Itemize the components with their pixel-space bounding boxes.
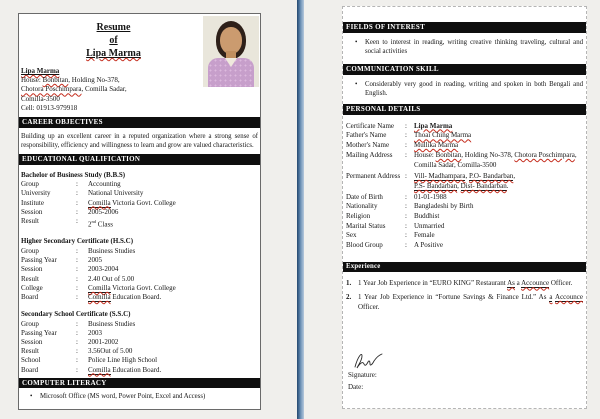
detail-row xyxy=(346,122,583,132)
education-heading: Secondary School Certificate (S.S.C) xyxy=(21,310,131,319)
colon: : xyxy=(405,172,407,181)
colon: : xyxy=(405,121,407,130)
edu-row xyxy=(21,275,258,284)
colon: : xyxy=(76,216,78,225)
edu-value: 2005-2006 xyxy=(88,207,119,216)
colon: : xyxy=(76,274,78,283)
communication-skill-item xyxy=(346,80,583,100)
section-header-fields-of-interest: FIELDS OF INTEREST xyxy=(343,22,586,33)
detail-label: Religion xyxy=(346,212,371,221)
contact-phone: Cell: 01913-979918 xyxy=(21,103,78,112)
detail-label: Permanent Address xyxy=(346,172,401,181)
colon: : xyxy=(405,202,407,211)
edu-value: Accounting xyxy=(88,180,121,189)
edu-row xyxy=(21,217,258,230)
detail-row xyxy=(346,131,583,141)
colon: : xyxy=(76,265,78,274)
colon: : xyxy=(405,221,407,230)
edu-value: Comilla Victoria Govt. College xyxy=(88,198,176,207)
colon: : xyxy=(76,347,78,356)
date-label: Date: xyxy=(348,382,364,391)
detail-value: Bangladeshi by Birth xyxy=(414,202,474,211)
section-header-communication-skill: COMMUNICATION SKILL xyxy=(343,64,586,75)
colon: : xyxy=(76,198,78,207)
education-block-bbs xyxy=(21,171,258,230)
edu-row xyxy=(21,189,258,198)
section-header-experience: Experience xyxy=(343,262,586,273)
computer-literacy-text: Microsoft Office (MS word, Power Point, Excel and Access) xyxy=(40,393,206,401)
detail-value: House: Bonbitan, Holding No-378, Chotora Poschimpara, Comilla Sadar, Comilla-3500 xyxy=(414,150,577,169)
education-heading: Higher Secondary Certificate (H.S.C) xyxy=(21,237,134,246)
detail-label: Sex xyxy=(346,231,357,240)
detail-label: Marital Status xyxy=(346,221,386,230)
edu-label: Institute xyxy=(21,198,44,207)
section-header-career-objectives: CAREER OBJECTIVES xyxy=(19,117,260,128)
edu-row xyxy=(21,256,258,265)
edu-label: Result xyxy=(21,274,39,283)
education-heading: Bachelor of Business Study (B.B.S) xyxy=(21,170,126,179)
fields-of-interest-item xyxy=(346,38,583,58)
detail-value: Lipa Marma xyxy=(414,121,453,130)
fields-of-interest-text: Keen to interest in reading, writing creative thinking traveling, cultural and social activities xyxy=(365,38,583,56)
contact-address-line: House: Bonbitan, Holding No-378, xyxy=(21,76,120,85)
edu-row xyxy=(21,247,258,256)
colon: : xyxy=(405,150,407,159)
edu-row xyxy=(21,180,258,189)
edu-value: Business Studies xyxy=(88,246,136,255)
title-line-1: Resume xyxy=(96,22,131,33)
edu-row xyxy=(21,265,258,274)
resume-page-2 xyxy=(342,6,587,409)
detail-row xyxy=(346,193,583,203)
detail-label: Mailing Address xyxy=(346,150,393,159)
colon: : xyxy=(76,180,78,189)
edu-row xyxy=(21,338,258,347)
colon: : xyxy=(76,256,78,265)
edu-label: Passing Year xyxy=(21,328,57,337)
colon: : xyxy=(76,189,78,198)
colon: : xyxy=(76,338,78,347)
colon: : xyxy=(76,246,78,255)
edu-value: 3.56Out of 5.00 xyxy=(88,347,133,356)
edu-row xyxy=(21,284,258,293)
colon: : xyxy=(405,131,407,140)
signature-block xyxy=(348,351,583,391)
career-objectives-text xyxy=(21,132,258,152)
edu-value: 2003 xyxy=(88,328,102,337)
experience-item xyxy=(346,279,583,289)
edu-value: Business Studies xyxy=(88,319,136,328)
edu-label: College xyxy=(21,283,43,292)
edu-value: Comilla Education Board. xyxy=(88,365,162,374)
detail-row xyxy=(346,231,583,241)
edu-label: Session xyxy=(21,338,43,347)
colon: : xyxy=(76,365,78,374)
experience-number: 2. xyxy=(346,293,352,302)
edu-row xyxy=(21,199,258,208)
handwritten-signature-image xyxy=(352,351,386,371)
edu-value: Comilla Victoria Govt. College xyxy=(88,283,176,292)
detail-row xyxy=(346,172,583,191)
edu-value: 2005 xyxy=(88,256,102,265)
detail-label: Nationality xyxy=(346,202,378,211)
edu-value: 2nd Class xyxy=(88,218,113,229)
title-line-2: of xyxy=(109,35,118,46)
personal-details-table xyxy=(346,122,583,251)
resume-title xyxy=(21,21,206,60)
detail-label: Certificate Name xyxy=(346,121,395,130)
detail-label: Date of Birth xyxy=(346,192,383,201)
detail-row xyxy=(346,212,583,222)
edu-row xyxy=(21,366,258,375)
edu-label: Passing Year xyxy=(21,256,57,265)
communication-skill-text: Considerably very good in reading, writing and spoken in both Bengali and English. xyxy=(365,80,583,98)
edu-row xyxy=(21,329,258,338)
experience-item xyxy=(346,293,583,313)
section-header-educational-qualification: EDUCATIONAL QUALIFICATION xyxy=(19,154,260,165)
detail-label: Father's Name xyxy=(346,131,387,140)
signature-label: Signature: xyxy=(348,370,377,379)
detail-value: Mullika Marma xyxy=(414,141,459,150)
education-block-ssc xyxy=(21,310,258,375)
applicant-photo xyxy=(203,16,259,87)
edu-label: Group xyxy=(21,180,39,189)
edu-value: 2003-2004 xyxy=(88,265,119,274)
edu-row xyxy=(21,347,258,356)
edu-row xyxy=(21,208,258,217)
resume-page-1 xyxy=(18,13,261,410)
edu-row xyxy=(21,356,258,365)
detail-value: A Positive xyxy=(414,241,443,250)
detail-row xyxy=(346,222,583,232)
edu-value: Police Line High School xyxy=(88,356,158,365)
edu-label: Group xyxy=(21,319,39,328)
bullet-icon: • xyxy=(355,80,358,88)
edu-row xyxy=(21,320,258,329)
detail-label: Blood Group xyxy=(346,241,383,250)
experience-text: 1 Year Job Experience in “Fortune Savings & Finance Ltd.” As a Accounce Officer. xyxy=(358,293,583,311)
edu-label: Board xyxy=(21,365,39,374)
colon: : xyxy=(405,141,407,150)
contact-address-line: Comilla-3500 xyxy=(21,94,60,103)
colon: : xyxy=(76,207,78,216)
edu-label: Result xyxy=(21,216,39,225)
objective-line: Building up an excellent career in a reputed organization where a strong sense of xyxy=(21,132,258,140)
edu-value: 2001-2002 xyxy=(88,338,119,347)
detail-row xyxy=(346,151,583,170)
page-divider xyxy=(297,0,304,419)
edu-label: Board xyxy=(21,292,39,301)
contact-address-line: Chotora Poschimpara, Comilla Sadar, xyxy=(21,85,127,94)
detail-label: Mother's Name xyxy=(346,141,390,150)
objective-line: responsibility, efficiency and willingness to learn and grow are valued characteristics. xyxy=(21,142,254,150)
edu-label: School xyxy=(21,356,41,365)
colon: : xyxy=(405,231,407,240)
edu-label: Group xyxy=(21,246,39,255)
colon: : xyxy=(76,283,78,292)
edu-value: Comilla Education Board. xyxy=(88,292,162,301)
photo-face xyxy=(220,27,242,54)
experience-text: 1 Year Job Experience in “EURO KING” Restaurant As a Accounce Officer. xyxy=(358,279,573,288)
detail-row xyxy=(346,141,583,151)
edu-value: National University xyxy=(88,189,144,198)
detail-row xyxy=(346,202,583,212)
contact-name: Lipa Marma xyxy=(21,67,60,75)
colon: : xyxy=(76,319,78,328)
bullet-icon: • xyxy=(30,393,33,401)
edu-value: 2.40 Out of 5.00 xyxy=(88,274,135,283)
colon: : xyxy=(405,192,407,201)
detail-row xyxy=(346,241,583,251)
detail-value: Female xyxy=(414,231,435,240)
edu-label: Session xyxy=(21,265,43,274)
experience-number: 1. xyxy=(346,279,352,288)
edu-row xyxy=(21,293,258,302)
section-header-personal-details: PERSONAL DETAILS xyxy=(343,104,586,115)
bullet-icon: • xyxy=(355,38,358,46)
colon: : xyxy=(76,292,78,301)
edu-label: University xyxy=(21,189,51,198)
edu-label: Result xyxy=(21,347,39,356)
colon: : xyxy=(76,356,78,365)
colon: : xyxy=(76,328,78,337)
detail-value: Thoai Ching Marma xyxy=(414,131,472,140)
section-header-computer-literacy: COMPUTER LITERACY xyxy=(19,378,260,389)
computer-literacy-item xyxy=(21,392,258,402)
title-line-3: Lipa Marma xyxy=(86,48,141,59)
education-block-hsc xyxy=(21,237,258,302)
detail-value: Unmarried xyxy=(414,221,445,230)
detail-value: Buddhist xyxy=(414,212,440,221)
colon: : xyxy=(405,241,407,250)
detail-value: 01-01-1988 xyxy=(414,192,447,201)
edu-label: Session xyxy=(21,207,43,216)
detail-value: Vill- Madhampara, P.O- Bandarban, P.S- Bandarban, Dist- Bandarban. xyxy=(414,172,516,190)
colon: : xyxy=(405,212,407,221)
